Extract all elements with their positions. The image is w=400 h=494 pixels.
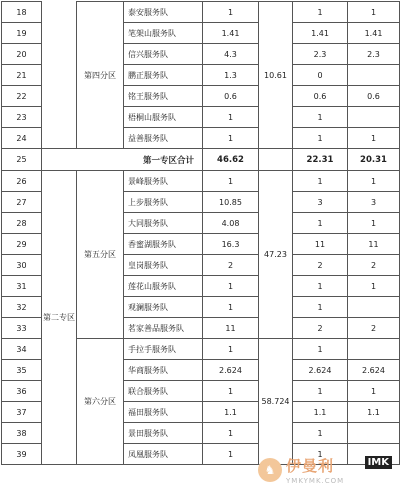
value-cell: 1 <box>293 297 348 318</box>
value-cell <box>348 297 400 318</box>
team-name: 鹏正服务队 <box>124 65 203 86</box>
team-name: 铭王服务队 <box>124 86 203 107</box>
value-cell: 3 <box>293 192 348 213</box>
table-row <box>2 128 400 149</box>
summary-value: 22.31 <box>293 149 348 171</box>
row-number: 27 <box>2 192 42 213</box>
value-cell: 1.41 <box>203 23 259 44</box>
value-cell: 2.3 <box>348 44 400 65</box>
zone-label: 第二专区 <box>42 171 77 465</box>
watermark-text <box>286 455 344 485</box>
team-name: 华商服务队 <box>124 360 203 381</box>
value-cell: 0 <box>293 65 348 86</box>
watermark-brand: 伊曼利 <box>286 457 335 475</box>
team-name: 大同服务队 <box>124 213 203 234</box>
value-cell: 4.08 <box>203 213 259 234</box>
value-cell: 2 <box>348 255 400 276</box>
row-number: 21 <box>2 65 42 86</box>
district-subtotal: 10.61 <box>259 2 293 149</box>
value-cell: 0.6 <box>293 86 348 107</box>
zone-cell <box>42 44 77 65</box>
value-cell: 1 <box>293 444 348 465</box>
row-number: 22 <box>2 86 42 107</box>
value-cell <box>348 65 400 86</box>
value-cell <box>348 107 400 128</box>
zone-cell <box>42 107 77 128</box>
district-label: 第四分区 <box>77 2 124 149</box>
row-number: 18 <box>2 2 42 23</box>
value-cell: 1 <box>203 423 259 444</box>
team-name: 益善服务队 <box>124 128 203 149</box>
table-row <box>2 2 400 23</box>
summary-value: 46.62 <box>203 149 259 171</box>
summary-value: 20.31 <box>348 149 400 171</box>
lion-logo-icon: ♞ <box>258 458 282 482</box>
watermark-url: YMKYMK.COM <box>286 477 345 485</box>
value-cell: 2.624 <box>203 360 259 381</box>
team-name: 凤凰服务队 <box>124 444 203 465</box>
summary-label: 第一专区合计 <box>42 149 203 171</box>
value-cell: 2.624 <box>348 360 400 381</box>
service-team-table <box>1 1 400 465</box>
zone-cell <box>42 2 77 23</box>
value-cell: 1.41 <box>348 23 400 44</box>
row-number: 38 <box>2 423 42 444</box>
value-cell: 1.3 <box>203 65 259 86</box>
row-number: 30 <box>2 255 42 276</box>
team-name: 手拉手服务队 <box>124 339 203 360</box>
value-cell: 1.1 <box>348 402 400 423</box>
team-name: 梧桐山服务队 <box>124 107 203 128</box>
value-cell: 1 <box>293 2 348 23</box>
team-name: 景田服务队 <box>124 423 203 444</box>
value-cell: 2.624 <box>293 360 348 381</box>
value-cell: 1 <box>203 381 259 402</box>
team-name: 信兴服务队 <box>124 44 203 65</box>
value-cell: 10.85 <box>203 192 259 213</box>
value-cell: 1 <box>203 107 259 128</box>
row-number: 35 <box>2 360 42 381</box>
zone-cell <box>42 65 77 86</box>
value-cell: 1 <box>203 171 259 192</box>
row-number: 34 <box>2 339 42 360</box>
team-name: 上步服务队 <box>124 192 203 213</box>
team-name: 笔架山服务队 <box>124 23 203 44</box>
value-cell: 0.6 <box>203 86 259 107</box>
row-number: 25 <box>2 149 42 171</box>
row-number: 24 <box>2 128 42 149</box>
zone-cell <box>42 128 77 149</box>
value-cell: 1 <box>348 381 400 402</box>
team-name: 泰安服务队 <box>124 2 203 23</box>
watermark <box>258 448 398 492</box>
summary-row <box>2 149 400 171</box>
value-cell: 1 <box>348 276 400 297</box>
team-name: 景峰服务队 <box>124 171 203 192</box>
value-cell: 2 <box>348 318 400 339</box>
value-cell: 2 <box>293 255 348 276</box>
district-subtotal: 58.724 <box>259 339 293 465</box>
value-cell: 1 <box>203 128 259 149</box>
value-cell: 1 <box>293 381 348 402</box>
row-number: 29 <box>2 234 42 255</box>
watermark-badge: IMK <box>365 456 392 469</box>
district-label: 第五分区 <box>77 171 124 339</box>
district-label: 第六分区 <box>77 339 124 465</box>
value-cell: 1.1 <box>203 402 259 423</box>
zone-cell <box>42 23 77 44</box>
table-row <box>2 44 400 65</box>
table-row <box>2 23 400 44</box>
value-cell: 2.3 <box>293 44 348 65</box>
value-cell: 16.3 <box>203 234 259 255</box>
row-number: 31 <box>2 276 42 297</box>
row-number: 26 <box>2 171 42 192</box>
team-name: 茗家善品服务队 <box>124 318 203 339</box>
value-cell: 3 <box>348 192 400 213</box>
row-number: 33 <box>2 318 42 339</box>
value-cell: 1 <box>203 276 259 297</box>
team-name: 莲花山服务队 <box>124 276 203 297</box>
value-cell: 1 <box>203 297 259 318</box>
value-cell: 1 <box>348 128 400 149</box>
row-number: 37 <box>2 402 42 423</box>
value-cell: 1 <box>293 128 348 149</box>
row-number: 23 <box>2 107 42 128</box>
value-cell: 1 <box>203 444 259 465</box>
value-cell: 2 <box>203 255 259 276</box>
summary-spacer <box>259 149 293 171</box>
team-name: 皇岗服务队 <box>124 255 203 276</box>
table-row <box>2 171 400 192</box>
value-cell: 1 <box>348 2 400 23</box>
zone-cell <box>42 86 77 107</box>
value-cell: 0.6 <box>348 86 400 107</box>
row-number: 39 <box>2 444 42 465</box>
value-cell: 11 <box>293 234 348 255</box>
value-cell: 1 <box>293 171 348 192</box>
table-row <box>2 65 400 86</box>
value-cell: 2 <box>293 318 348 339</box>
value-cell <box>348 339 400 360</box>
value-cell: 1 <box>348 171 400 192</box>
value-cell: 1 <box>203 339 259 360</box>
row-number: 36 <box>2 381 42 402</box>
value-cell: 1.1 <box>293 402 348 423</box>
value-cell: 1 <box>293 423 348 444</box>
row-number: 19 <box>2 23 42 44</box>
table-row <box>2 107 400 128</box>
team-name: 香蜜湖服务队 <box>124 234 203 255</box>
value-cell: 1 <box>293 213 348 234</box>
value-cell: 1 <box>293 276 348 297</box>
value-cell: 11 <box>203 318 259 339</box>
value-cell: 1 <box>348 213 400 234</box>
row-number: 32 <box>2 297 42 318</box>
row-number: 20 <box>2 44 42 65</box>
value-cell <box>348 423 400 444</box>
value-cell: 1 <box>293 107 348 128</box>
team-name: 观澜服务队 <box>124 297 203 318</box>
row-number: 28 <box>2 213 42 234</box>
value-cell: 1 <box>203 2 259 23</box>
table-row <box>2 86 400 107</box>
value-cell: 11 <box>348 234 400 255</box>
team-name: 福田服务队 <box>124 402 203 423</box>
team-name: 联合服务队 <box>124 381 203 402</box>
district-subtotal: 47.23 <box>259 171 293 339</box>
value-cell: 4.3 <box>203 44 259 65</box>
value-cell: 1.41 <box>293 23 348 44</box>
value-cell: 1 <box>293 339 348 360</box>
